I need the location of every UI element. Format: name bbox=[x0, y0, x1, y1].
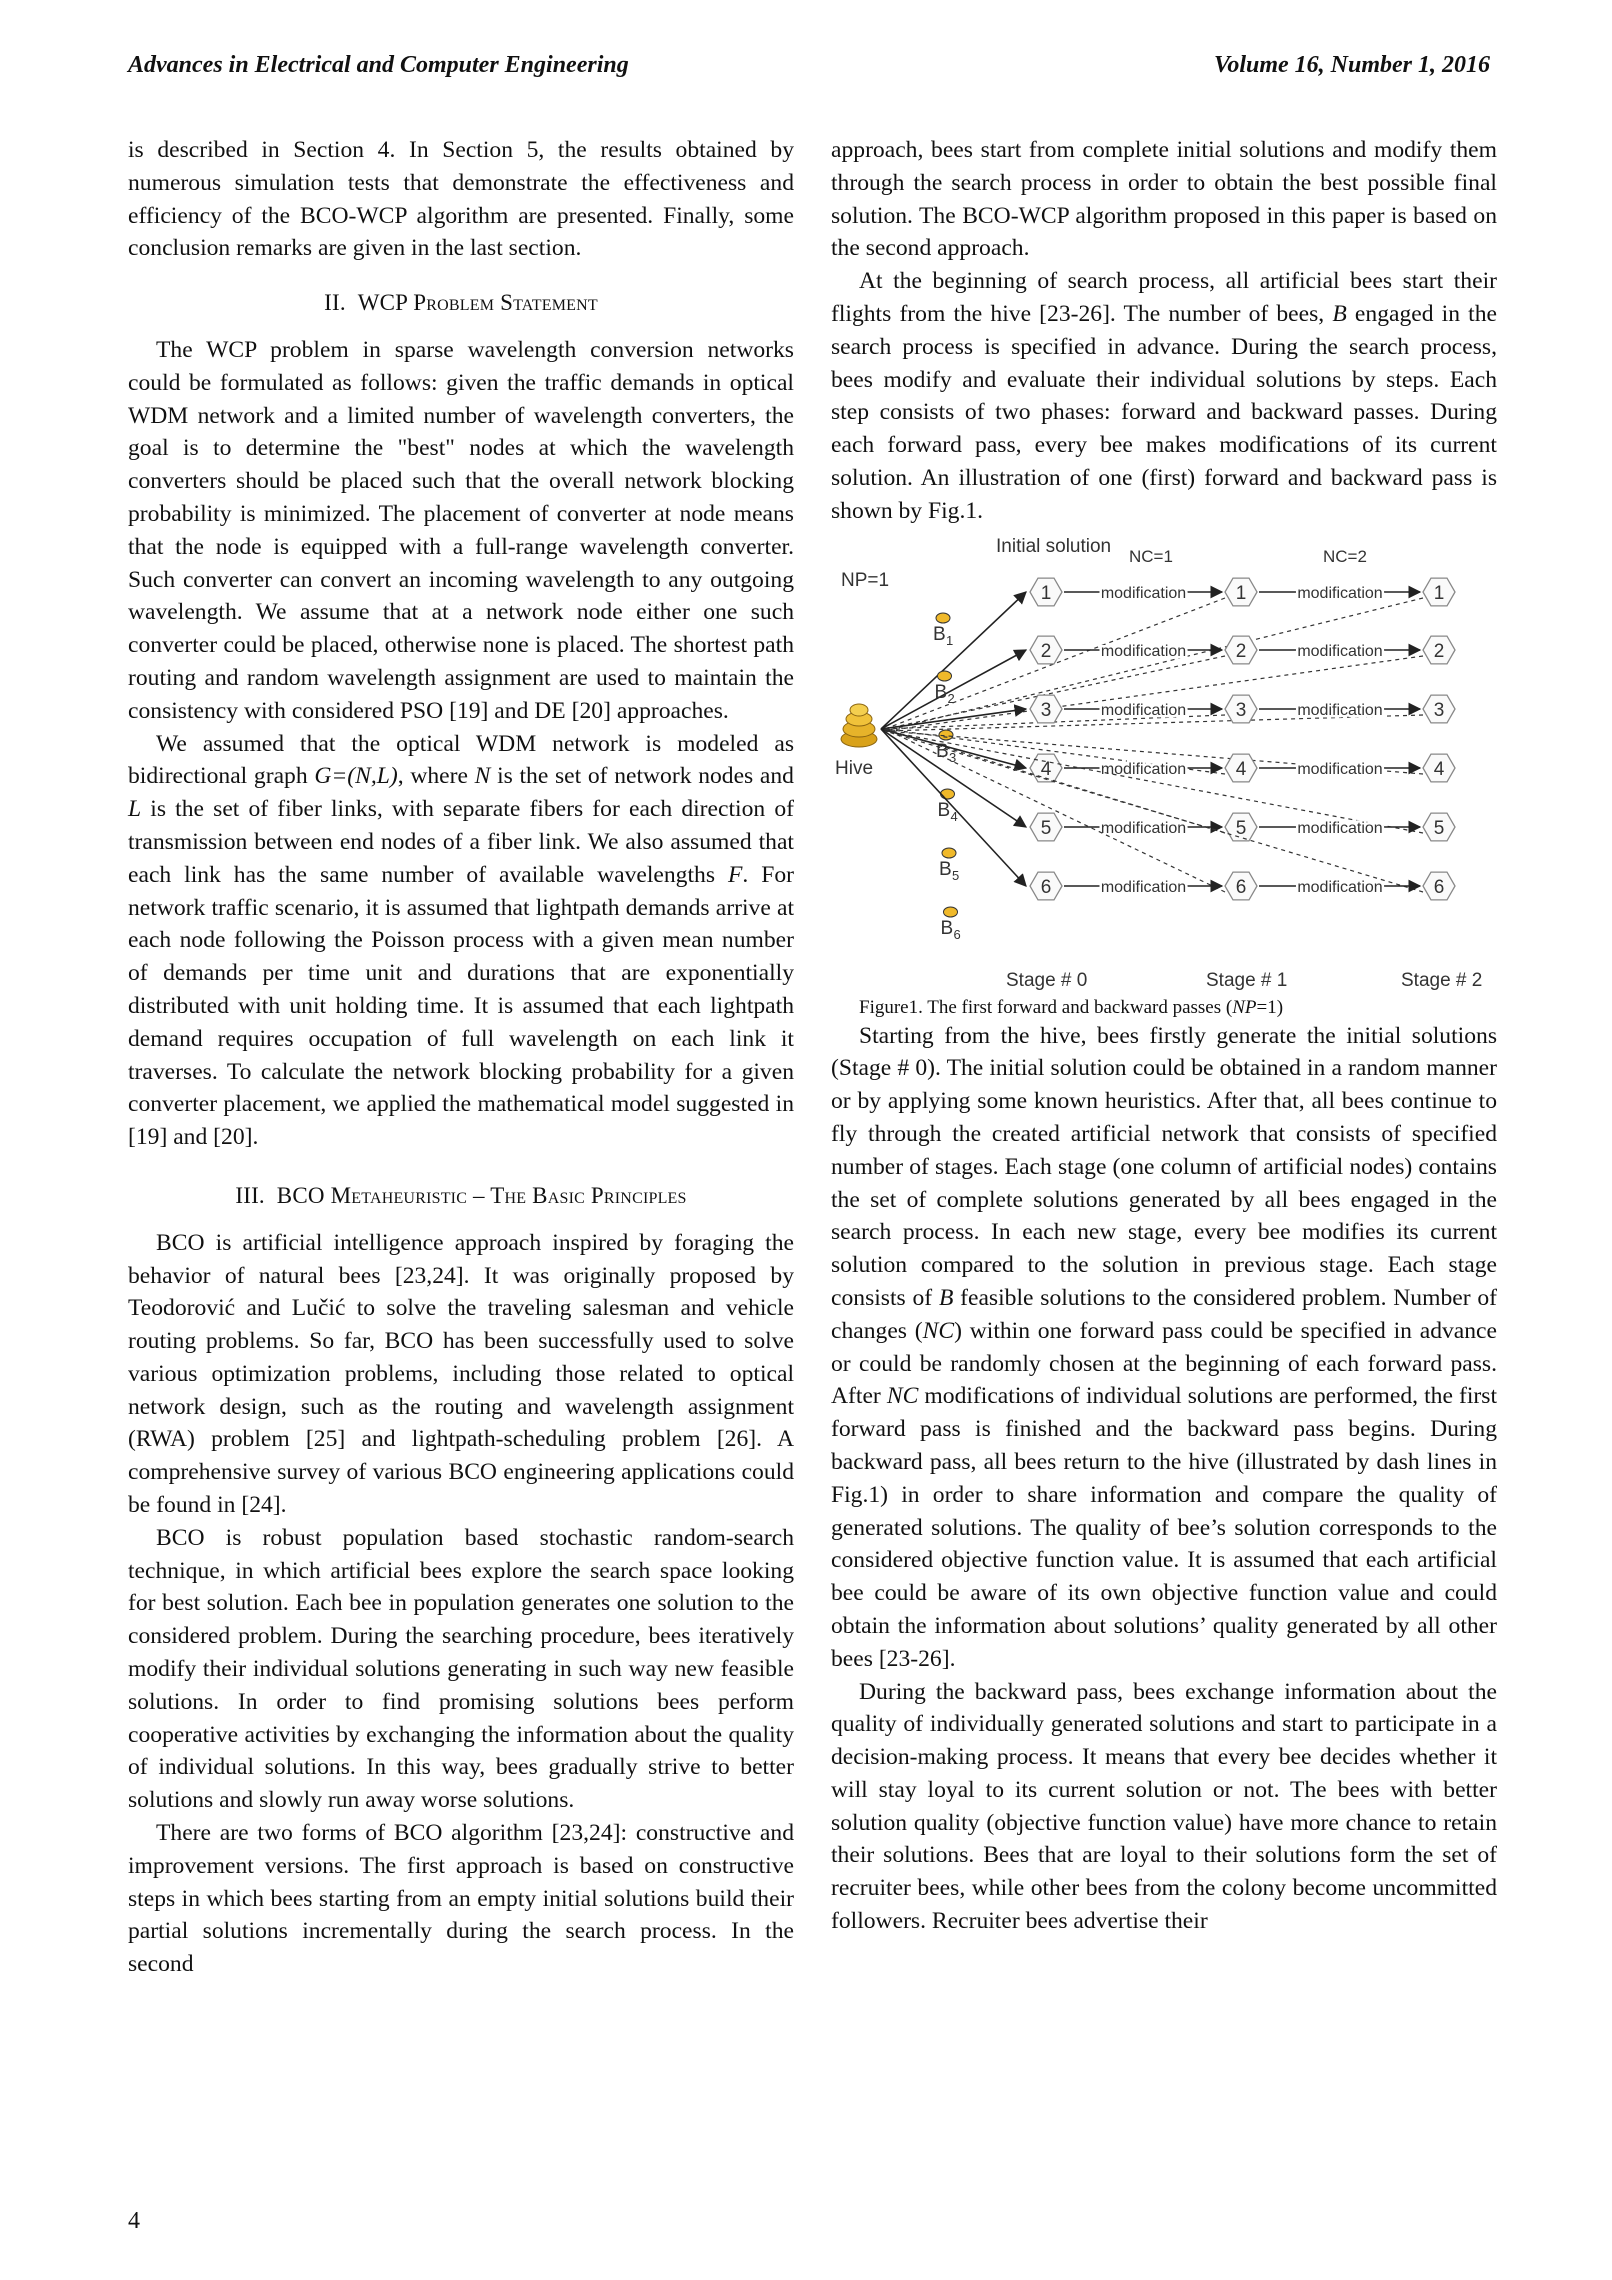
section-3-number: III. bbox=[235, 1182, 265, 1208]
modification-label: modification bbox=[1297, 819, 1383, 837]
modification-label: modification bbox=[1100, 819, 1187, 837]
modification-label: modification bbox=[1297, 760, 1383, 778]
solution-node-number: 5 bbox=[1235, 817, 1247, 839]
modification-label: modification bbox=[1100, 584, 1187, 602]
left-column bbox=[128, 134, 794, 1981]
nc1-label: NC=1 bbox=[1129, 546, 1173, 566]
stage-2-label: Stage # 2 bbox=[1401, 969, 1483, 991]
bee-label-index: 3 bbox=[949, 749, 957, 765]
modification-label: modification bbox=[1100, 878, 1187, 896]
bee-icon bbox=[941, 789, 955, 799]
solution-node-number: 4 bbox=[1235, 758, 1247, 780]
section-3-heading bbox=[128, 1180, 794, 1213]
solution-node-number: 3 bbox=[1433, 699, 1445, 721]
section-2-heading bbox=[128, 287, 794, 320]
backward-dash-line bbox=[885, 729, 1225, 892]
modification-label: modification bbox=[1297, 584, 1383, 602]
nc2-label: NC=2 bbox=[1323, 546, 1367, 566]
section-3-paragraph-1: BCO is artificial intelligence approach inspired by foraging the behavior of natural bees [23,24]. It was originally proposed by Teodorović and Lučić to solve the traveling salesman and vehicle routing problems. So far, BCO has been successfully used to solve various optimization problems, including those related to optical network design, such as the routing and wavelength assignment (RWA) problem [25] and lightpath-scheduling problem [26]. A comprehensive survey of various BCO engineering applications could be found in [24]. bbox=[128, 1229, 794, 1519]
section-3-paragraph-3: There are two forms of BCO algorithm [23,24]: constructive and improvement versions. The first approach is based on constructive steps in which bees starting from an empty initial solutions build their partial solutions incrementally during the search process. In the second bbox=[128, 1820, 794, 1978]
right-paragraph-3: Starting from the hive, bees firstly generate the initial solutions (Stage # 0). The initial solution could be obtained in a random manner or by applying some known heuristics. After that, all bees continue to fly through the created artificial network that consists of specified number of stages. Each stage (one column of artificial nodes) contains the set of complete solutions generated by all bees engaged in the search process. In each new stage, every bee modifies its current solution compared to the solution in previous stage. Each stage consists of B feasible solutions to the considered problem. Number of changes (NC) within one forward pass could be specified in advance or could be randomly chosen at the beginning of each forward pass. After NC modifications of individual solutions are performed, the first forward pass is finished and the backward pass begins. During backward pass, all bees return to the hive (illustrated by dash lines in Fig.1) in order to share information and compare the quality of generated solutions. The quality of bee’s solution corresponds to the considered objective function value. It is assumed that each artificial bee could be aware of its own objective function value and could obtain the information about solutions’ quality generated by all other bees [23-26]. bbox=[831, 1022, 1498, 1672]
right-paragraph-4: During the backward pass, bees exchange information about the quality of individually generated solutions and start to participate in a decision-making process. It means that every bee decides whether it will stay loyal to its current solution or not. The bees with better solution quality (objective function value) have more chance to retain their solutions. Bees that are loyal to their solutions form the set of recruiter bees, while other bees from the colony become uncommitted followers. Recruiter bees advertise their bbox=[831, 1678, 1497, 1935]
solution-node-number: 4 bbox=[1433, 758, 1445, 780]
modification-label: modification bbox=[1297, 701, 1383, 719]
modification-label: modification bbox=[1100, 760, 1187, 778]
np-label: NP=1 bbox=[841, 569, 890, 591]
solution-node-number: 6 bbox=[1235, 876, 1247, 898]
intro-paragraph: is described in Section 4. In Section 5, the results obtained by numerous simulation tests that demonstrate the effectiveness and efficiency of the BCO-WCP algorithm are presented. Finally, some conclusion remarks are given in the last section. bbox=[128, 137, 794, 262]
section-2-title: WCP Problem Statement bbox=[357, 290, 598, 316]
bee-label-index: 4 bbox=[950, 808, 958, 824]
stage-1-label: Stage # 1 bbox=[1206, 969, 1288, 991]
solution-node-number: 2 bbox=[1235, 640, 1247, 662]
solution-node-number: 4 bbox=[1040, 758, 1052, 780]
hive-label: Hive bbox=[835, 757, 874, 779]
page-number: 4 bbox=[128, 2208, 140, 2234]
solution-node-number: 3 bbox=[1235, 699, 1247, 721]
backward-dash-line bbox=[885, 656, 1423, 731]
solution-node-number: 3 bbox=[1040, 699, 1052, 721]
solution-node-number: 5 bbox=[1433, 817, 1445, 839]
bee-label: B bbox=[937, 799, 951, 821]
bee-label: B bbox=[940, 917, 954, 939]
bee-icon bbox=[936, 613, 950, 623]
bee-label: B bbox=[933, 623, 946, 645]
forward-arrow bbox=[881, 709, 1026, 729]
bee-icon bbox=[938, 671, 952, 681]
journal-title: Advances in Electrical and Computer Engineering bbox=[128, 52, 629, 78]
bee-label: B bbox=[934, 681, 948, 703]
forward-arrow bbox=[881, 650, 1026, 729]
modification-label: modification bbox=[1297, 642, 1383, 660]
bee-icon bbox=[944, 907, 958, 917]
section-2-paragraph-2: We assumed that the optical WDM network is modeled as bidirectional graph G=(N,L), where N is the set of network nodes and L is the set of fiber links, with separate fibers for each direction of transmission between end nodes of a fiber link. We also assumed that each link has the same number of available wavelengths F. For network traffic scenario, it is assumed that lightpath demands arrive at each node following the Poisson process with a given mean number of demands per time unit and durations that are exponentially distributed with unit holding time. It is assumed that each lightpath demand requires occupation of full wavelength on each link it traverses. To calculate the network blocking probability for a given converter placement, we applied the mathematical model suggested in [19] and [20]. bbox=[128, 730, 795, 1151]
solution-node-number: 1 bbox=[1040, 582, 1052, 604]
bee-label-index: 1 bbox=[946, 632, 954, 648]
bee-label: B bbox=[939, 858, 952, 880]
section-3-title: BCO Metaheuristic – The Basic Principles bbox=[276, 1182, 687, 1208]
stage-0-label: Stage # 0 bbox=[1006, 969, 1088, 991]
section-2-number: II. bbox=[324, 290, 346, 316]
solution-node-number: 6 bbox=[1040, 876, 1052, 898]
solution-node-number: 6 bbox=[1433, 876, 1445, 898]
section-2-paragraph-1: The WCP problem in sparse wavelength conversion networks could be formulated as follows: given the traffic demands in optical WDM network and a limited number of wavelength converters, the goal is to determine the "best" nodes at which the wavelength converters should be placed such that the overall network blocking probability is minimized. The placement of converter at node means that the node is equipped with a full-range wavelength converter. Such converter can convert an incoming wavelength to any outgoing wavelength. We assume that at a network node either one such converter could be placed, otherwise none is placed. The shortest path routing and random wavelength assignment are used to maintain the consistency with considered PSO [19] and DE [20] approaches. bbox=[128, 336, 794, 724]
initial-solution-label: Initial solution bbox=[996, 535, 1112, 557]
forward-arrow bbox=[881, 592, 1026, 729]
backward-dash-line bbox=[885, 731, 1423, 892]
volume-info: Volume 16, Number 1, 2016 bbox=[1213, 52, 1490, 78]
bee-label-index: 6 bbox=[953, 926, 961, 942]
solution-node-number: 2 bbox=[1040, 640, 1052, 662]
right-paragraph-2: At the beginning of search process, all artificial bees start their flights from the hive [23-26]. The number of bees, B engaged in the search process is specified in advance. During the search process, bees modify and evaluate their individual solutions by steps. Each step consists of two phases: forward and backward passes. During each forward pass, every bee makes modifications of its current solution. An illustration of one (first) forward and backward pass is shown by Fig.1. bbox=[831, 268, 1497, 524]
modification-label: modification bbox=[1297, 878, 1383, 896]
right-column bbox=[831, 134, 1497, 1938]
bco-diagram bbox=[831, 534, 1497, 996]
solution-node-number: 5 bbox=[1040, 817, 1052, 839]
modification-label: modification bbox=[1100, 642, 1187, 660]
modification-label: modification bbox=[1100, 701, 1187, 719]
backward-dash-line bbox=[885, 731, 1423, 833]
bee-label-index: 2 bbox=[947, 690, 955, 706]
right-paragraph-1: approach, bees start from complete initial solutions and modify them through the search process in order to obtain the best possible final solution. The BCO-WCP algorithm proposed in this paper is based on the second approach. bbox=[831, 137, 1497, 262]
bee-label: B bbox=[936, 740, 949, 762]
solution-node-number: 1 bbox=[1433, 582, 1445, 604]
solution-node-number: 2 bbox=[1433, 640, 1445, 662]
figure-1 bbox=[831, 534, 1497, 996]
solution-node-number: 1 bbox=[1235, 582, 1247, 604]
hive-icon bbox=[841, 704, 877, 747]
section-3-paragraph-2: BCO is robust population based stochastic random-search technique, in which artificial bees explore the search space looking for best solution. Each bee in population generates one solution to the considered problem. During the searching procedure, bees iteratively modify their individual solutions generating in such way new feasible solutions. In order to find promising solutions bees perform cooperative activities by exchanging the information about the quality of individual solutions. In this way, bees gradually strive to better solutions and slowly run away worse solutions. bbox=[128, 1524, 794, 1814]
bee-label-index: 5 bbox=[952, 867, 960, 883]
figure-1-caption: Figure1. The first forward and backward passes (NP=1) bbox=[859, 996, 1284, 1018]
bee-icon bbox=[942, 848, 956, 858]
